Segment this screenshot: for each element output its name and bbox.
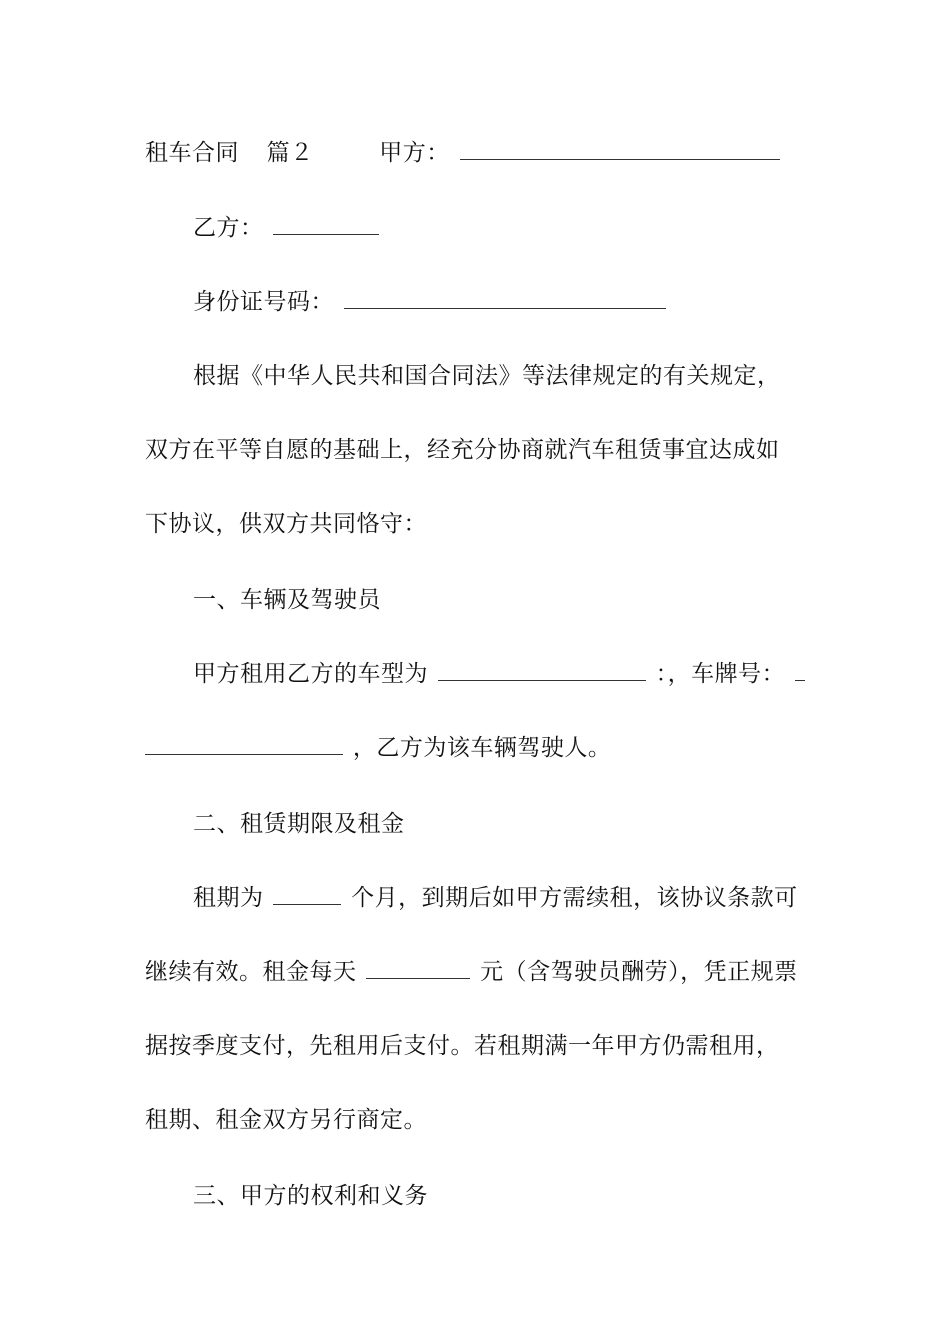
plate-label: ：，车牌号：	[655, 661, 786, 687]
paragraph-line: 双方在平等自愿的基础上，经充分协商就汽车租赁事宜达成如	[145, 437, 780, 463]
contract-title: 租车合同	[145, 140, 239, 166]
id-label: 身份证号码：	[193, 289, 334, 315]
term-text-2: 个月，到期后如甲方需续租，该协议条款可	[351, 885, 798, 911]
party-a-label: 甲方：	[379, 140, 450, 166]
plate-blank	[145, 728, 343, 755]
id-blank	[344, 282, 666, 309]
section-heading: 一、车辆及驾驶员	[193, 587, 381, 613]
party-b-line	[145, 208, 815, 248]
header-line	[145, 133, 815, 173]
rent-line	[145, 952, 815, 992]
plate-blank-start	[795, 654, 805, 681]
paragraph-line: 下协议，供双方共同恪守：	[145, 511, 427, 537]
driver-text: ，乙方为该车辆驾驶人。	[352, 735, 612, 761]
vehicle-type-blank	[438, 654, 646, 681]
party-b-blank	[273, 208, 379, 235]
paragraph-line: 租期、租金双方另行商定。	[145, 1107, 427, 1133]
party-b-label: 乙方：	[193, 215, 264, 241]
term-months-blank	[273, 878, 341, 905]
paragraph-line: 据按季度支付，先租用后支付。若租期满一年甲方仍需租用，	[145, 1033, 780, 1059]
vehicle-text: 甲方租用乙方的车型为	[193, 661, 428, 687]
paragraph-line: 根据《中华人民共和国合同法》等法律规定的有关规定，	[193, 363, 781, 389]
daily-rent-blank	[366, 952, 470, 979]
party-a-blank	[460, 133, 780, 160]
term-text: 租期为	[193, 885, 264, 911]
id-line	[145, 282, 815, 322]
contract-part: 篇２	[266, 140, 314, 166]
section-heading: 三、甲方的权利和义务	[193, 1183, 428, 1209]
term-line	[145, 878, 815, 918]
rent-text-2: 元（含驾驶员酬劳），凭正规票	[480, 959, 798, 985]
vehicle-line-2	[145, 728, 815, 768]
rent-text: 继续有效。租金每天	[145, 959, 357, 985]
vehicle-line	[145, 654, 815, 694]
section-heading: 二、租赁期限及租金	[193, 811, 405, 837]
